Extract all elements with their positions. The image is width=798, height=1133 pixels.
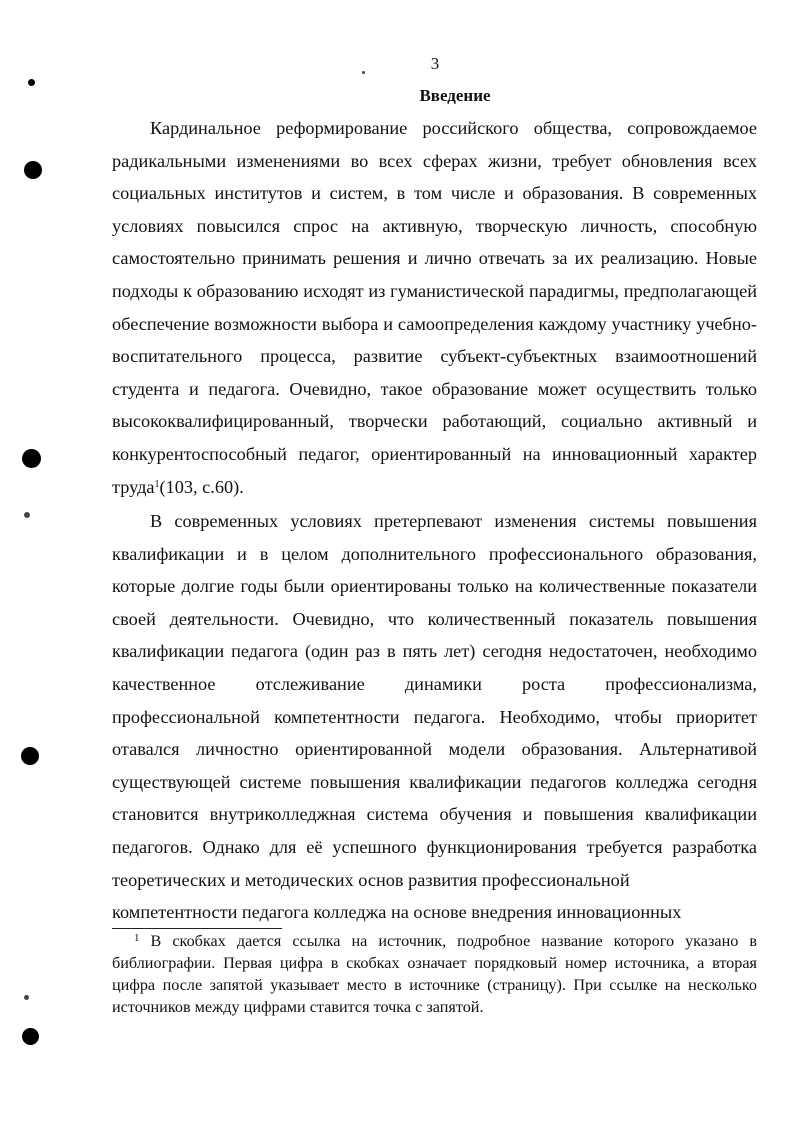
binding-hole: [22, 1028, 39, 1045]
footnote: [112, 930, 757, 1018]
binding-hole: [24, 161, 42, 179]
page-number: 3: [430, 54, 440, 73]
section-heading: Введение: [419, 86, 491, 105]
footnote-text: В скобках дается ссылка на источник, подробное название которого указано в библиографии. Первая цифра в скобках означает порядковый номер источника, а вторая цифра после запятой указывает место в источнике (страницу). При ссылке на несколько источников между цифрами ставится точка с запятой.: [112, 932, 757, 1016]
citation: (103, с.60).: [159, 476, 244, 497]
paragraph: [112, 112, 757, 503]
paragraph: [112, 505, 757, 929]
binding-hole: [28, 79, 35, 86]
binding-hole: [21, 747, 39, 765]
footnote-reference: 1: [154, 478, 160, 490]
footnote-divider: [112, 928, 282, 929]
binding-hole: [22, 449, 41, 468]
scan-speck: [24, 512, 30, 518]
paragraph-last-line: компетентности педагога колледжа на основе внедрения инновационных: [112, 902, 682, 923]
footnote-mark: 1: [134, 932, 140, 944]
paragraph-text: В современных условиях претерпевают изменения системы повышения квалификации и в целом дополнительного профессионального образования, которые долгие годы были ориентированы только на количественные показатели своей деятельности. Очевидно, что количественный показатель повышения квалификации педагога (один раз в пять лет) сегодня недостаточен, необходимо качественное отслеживание динамики роста профессионализма, профессиональной компетентности педагога. Необходимо, чтобы приоритет отавался личностно ориентированной модели образования. Альтернативой существующей системе повышения квалификации педагогов колледжа сегодня становится внутриколледжная система обучения и повышения квалификации педагогов. Однако для её успешного функционирования требуется разработка теоретических и методических основ развития профессиональной: [112, 511, 757, 890]
paragraph-text: Кардинальное реформирование российского общества, сопровождаемое радикальными изменениями во всех сферах жизни, требует обновления всех социальных институтов и систем, в том числе и образования. В современных условиях повысился спрос на активную, творческую личность, способную самостоятельно принимать решения и лично отвечать за их реализацию. Новые подходы к образованию исходят из гуманистической парадигмы, предполагающей обеспечение возможности выбора и самоопределения каждому участнику учебно-воспитательного процесса, развитие субъект-субъектных взаимоотношений студента и педагога. Очевидно, такое образование может осуществить только высококвалифицированный, творчески работающий, социально активный и конкурентоспособный педагог, ориентированный на инновационный характер труда: [112, 118, 757, 497]
scan-speck: [24, 995, 29, 1000]
